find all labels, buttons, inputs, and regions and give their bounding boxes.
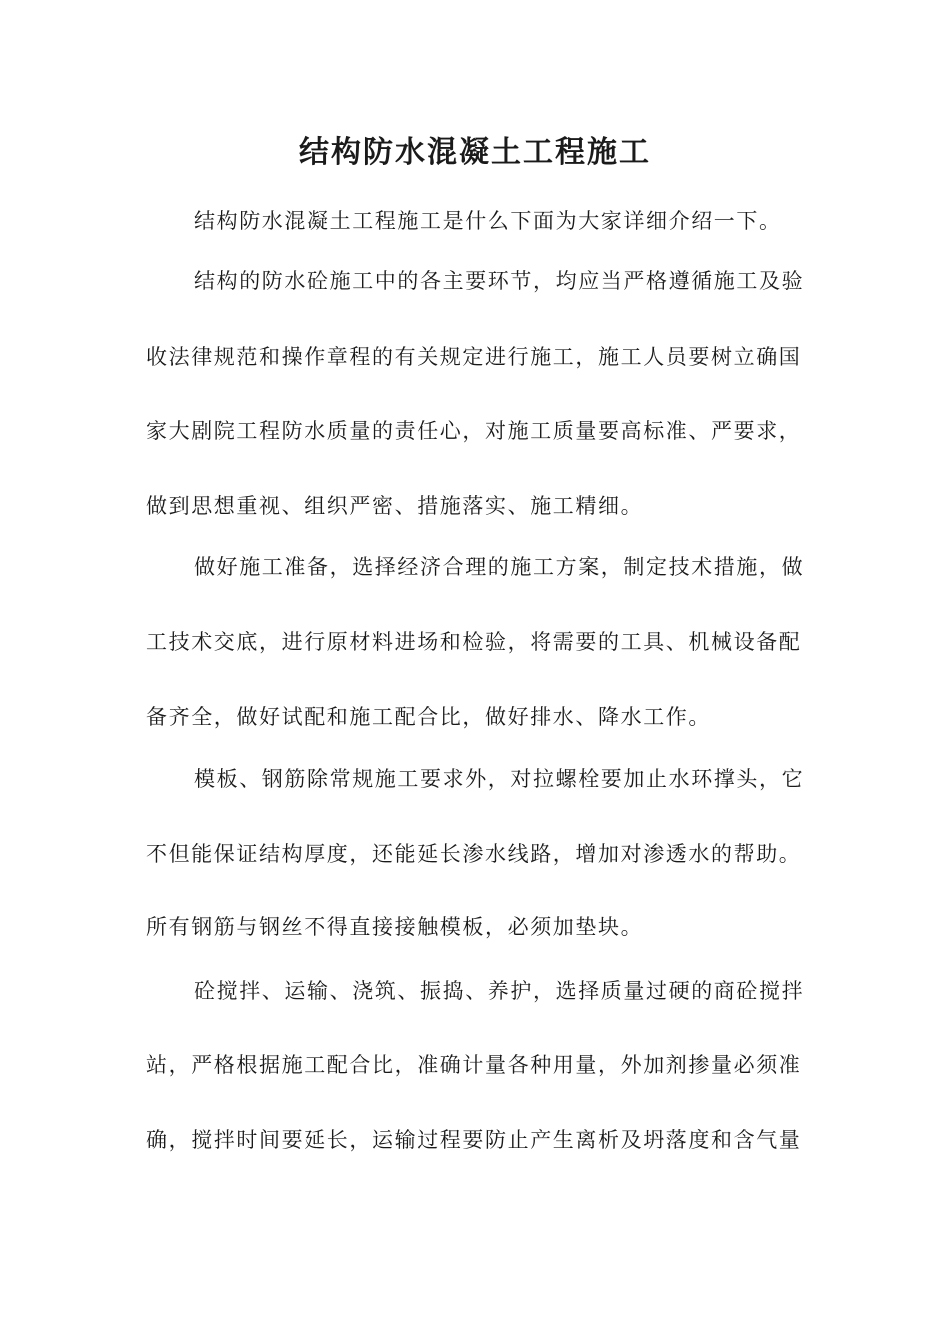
paragraph-line: 确，搅拌时间要延长，运输过程要防止产生离析及坍落度和含气量 <box>146 1128 802 1152</box>
paragraph-line: 家大剧院工程防水质量的责任心，对施工质量要高标准、严要求， <box>146 419 802 443</box>
paragraph-line: 收法律规范和操作章程的有关规定进行施工，施工人员要树立确国 <box>146 345 802 369</box>
paragraph-line: 砼搅拌、运输、浇筑、振捣、养护，选择质量过硬的商砼搅拌 <box>194 979 805 1003</box>
paragraph-line: 所有钢筋与钢丝不得直接接触模板，必须加垫块。 <box>146 915 644 939</box>
paragraph-line: 工技术交底，进行原材料进场和检验，将需要的工具、机械设备配 <box>146 630 802 654</box>
paragraph-line: 不但能保证结构厚度，还能延长渗水线路，增加对渗透水的帮助。 <box>146 842 802 866</box>
paragraph-line: 做好施工准备，选择经济合理的施工方案，制定技术措施，做 <box>194 555 805 579</box>
paragraph-line: 做到思想重视、组织严密、措施落实、施工精细。 <box>146 494 644 518</box>
paragraph-line: 结构防水混凝土工程施工是什么下面为大家详细介绍一下。 <box>194 209 782 233</box>
paragraph-line: 站，严格根据施工配合比，准确计量各种用量，外加剂掺量必须准 <box>146 1053 802 1077</box>
document-title: 结构防水混凝土工程施工 <box>299 135 651 170</box>
paragraph-line: 备齐全，做好试配和施工配合比，做好排水、降水工作。 <box>146 705 711 729</box>
paragraph-line: 模板、钢筋除常规施工要求外，对拉螺栓要加止水环撑头，它 <box>194 767 805 791</box>
paragraph-line: 结构的防水砼施工中的各主要环节，均应当严格遵循施工及验 <box>194 269 805 293</box>
